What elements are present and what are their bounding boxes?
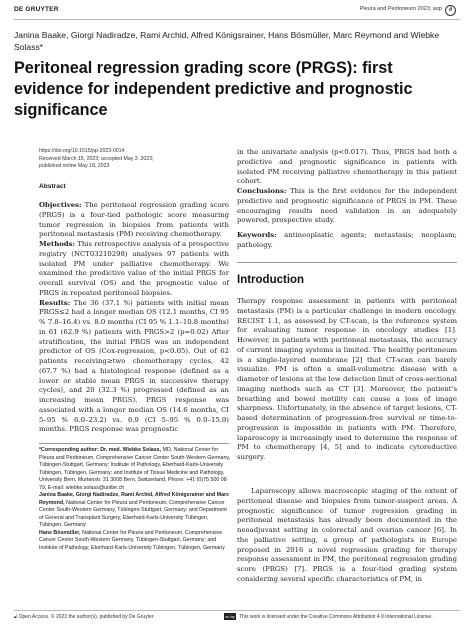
corresponding-author-label: *Corresponding author: Dr. med. Wiebke Solass, <box>39 447 162 453</box>
keywords-label: Keywords: <box>237 231 277 239</box>
footer-divider <box>14 610 460 611</box>
abstract-objectives <box>39 201 229 240</box>
corresponding-author <box>39 447 231 492</box>
objectives-text: The peritoneal regression grading score (PRGS) is a four-tied pathologic score measuring tumor regression in biopsies from patients with peritoneal metastasis (PM) receiving chemotherapy. <box>39 201 229 239</box>
affiliation-group-1 <box>39 492 231 530</box>
affiliation-group-2-text: National Center for Pleura and Peritoneum, Comprehensive Cancer Center South-Western Germany, Tübingen-Stuttgart, Germany; and Institute of Pathology, Eberhard-Karls-University Tübingen, Tübingen, Germany <box>39 529 225 551</box>
open-access-notice <box>14 614 155 620</box>
introduction-paragraph-2: Laparoscopy allows macroscopic staging of the extent of peritoneal disease and biopsies from tumor-suspect areas. A prognostic significance of tumor regression grading in peritoneal metastasis has already been documented in the neoadjuvant setting in colorectal and ovarian cancer [6]. In the palliative setting, a group of pathologists in Europe proposed in 2016 a novel regression grading for therapy response assessment in PM, the peritoneal regression grading score (PRGS) [7]. PRGS is a four-tied grading system considering several specific characteristics of PM, in <box>237 487 457 583</box>
page-footer <box>14 614 460 624</box>
article-metadata <box>39 148 229 171</box>
journal-citation: Pleura and Peritoneum 2023; aop <box>359 6 442 12</box>
affiliation-group-1-label: Janina Baake, Giorgi Nadiradze, Rami Archid, Alfred Königsrainer and Marc Reymond, <box>39 492 230 506</box>
header-divider <box>14 19 460 20</box>
abstract-conclusions <box>237 187 457 226</box>
results-continued: in the univariate analysis (p<0.017). Thus, PRGS had both a predictive and prognostic significance in patients with isolated PM receiving palliative chemotherapy in this patient cohort. <box>237 148 457 186</box>
open-access-lock-icon: 🔓︎ <box>14 614 19 620</box>
cc-license-badge[interactable]: cc by <box>225 614 235 619</box>
abstract-methods <box>39 240 229 299</box>
author-list: Janina Baake, Giorgi Nadiradze, Rami Archid, Alfred Königsrainer, Hans Bösmüller, Marc Reymond and Wiebke Solass* <box>14 30 440 52</box>
conclusions-label: Conclusions: <box>237 187 287 195</box>
published-date: published online May 18, 2023 <box>39 163 110 170</box>
author-affiliations <box>39 447 231 552</box>
abstract-continued <box>237 148 457 251</box>
copyright-text: Open Access. © 2023 the author(s), published by De Gruyter. <box>18 614 155 620</box>
open-access-icon: ∂ <box>445 5 456 16</box>
introduction-paragraph-1: Therapy response assessment in patients with peritoneal metastasis (PM) is a particular challenge in modern oncology. RECIST 1.1, as assessed by CT-scan, is the reference system for evaluating tumor response in oncology studies [1]. However, in patients with peritoneal metastasis, the accuracy of current imaging systems is limited. The healthy peritoneum is a single-layered membrane [2] that CT-scan can barely visualize. PM is often a small-volumetric disease with a diameter of lesions at the low detection limit of cross-sectional imaging methods such as CT [3]. Moreover, the patient's breathing and bowel motility can cause a loss of image sharpness. Unfortunately, in the absence of target lesions, CT-based determination of progression-free survival or time-to-progression is impossible in patients with PM. Therefore, laparoscopy is increasingly used to determine the response of PM to chemotherapy [4, 5] and to indicate cytoreductive surgery. <box>237 297 457 461</box>
keywords <box>237 231 457 251</box>
page-header <box>0 0 474 20</box>
doi-link[interactable]: https://doi.org/10.1515/pp-2023-0014 <box>39 148 125 154</box>
section-divider <box>237 262 457 263</box>
methods-label: Methods: <box>39 240 76 248</box>
affiliation-group-1-text: National Center for Pleura and Peritoneum, Comprehensive Cancer Center South-Western Germany, Tübingen-Stuttgart, Germany; and Department of General and Transplant Surgery, Eberhard-Karls-University Tübingen, Tübingen, Germany <box>39 499 227 528</box>
conclusions-text: This is the first evidence for the independent predictive and prognostic significance of PRGS in PM. These encouraging results need validation in an adequately powered, prospective study. <box>237 187 457 225</box>
affiliation-group-2-label: Hans Bösmüller, <box>39 529 81 536</box>
corresponding-author-text: MD, National Center for Pleura and Peritoneum, Comprehensive Cancer Center South-Western Germany, Tübingen-Stuttgart, Germany; Institute of Pathology, Eberhard-Karls-University Tübingen, Tübingen, Germany; and Institute of Tissue Medicine and Pathology, University Bern, Murtenstr. 31 3008 Bern, Switzerland, Phone: +41 (0)75 500 08 79, E-mail: wiebke.solass@unibe.ch <box>39 447 231 491</box>
introduction-heading: Introduction <box>237 274 305 286</box>
results-text: The 36 (37.1 %) patients with initial mean PRGS≤2 had a longer median OS (12.1 months, CI 95 % 7.8–16.4) vs. 8.0 months (CI 95 % 1.1–10.8 months) in 61 (62.9 %) patients with PRGS>2 (p=0.02) After stratification, the initial PRGS was an independent predictor of OS (Cox-regression, p<0.05). Out of 62 patients receiving≥two chemotherapy cycles, 42 (67.7 %) had a histological response (defined as a lower or stable mean PRGS in successive therapy cycles), and 20 (32.3 %) progressed (defined as an increasing mean PRGS). PRGS response was associated with a longer median OS (14.6 months, CI 5–95 % 6.0–23.2) vs. 6.9 (CI 5–95 % 0.0–15.9) months. PRGS response was prognostic <box>39 298 229 434</box>
publisher-name: DE GRUYTER <box>14 6 59 13</box>
license-text: This work is licensed under the Creative Commons Attribution 4.0 International License. <box>239 614 433 620</box>
methods-text: This retrospective analysis of a prospective registry (NCT03210298) analyses 97 patients with isolated PM under palliative chemotherapy. We examined the predictive value of the initial PRGS for overall survival (OS) and the prognostic value of PRGS in repeated peritoneal biopsies. <box>39 240 229 297</box>
abstract-heading: Abstract <box>39 183 66 190</box>
objectives-label: Objectives: <box>39 201 82 209</box>
footnote-divider <box>39 443 229 444</box>
results-label: Results: <box>39 298 71 307</box>
abstract-body <box>39 201 229 435</box>
affiliation-group-2 <box>39 530 231 553</box>
keywords-text: antineoplastic agents; metastasis; neoplasm; pathology. <box>237 231 457 249</box>
article-title: Peritoneal regression grading score (PRGS): first evidence for independent predictive and prognostic significance <box>14 59 413 119</box>
abstract-results <box>39 299 229 436</box>
received-dates: Received March 15, 2023; accepted May 3, 2023; <box>39 155 154 162</box>
